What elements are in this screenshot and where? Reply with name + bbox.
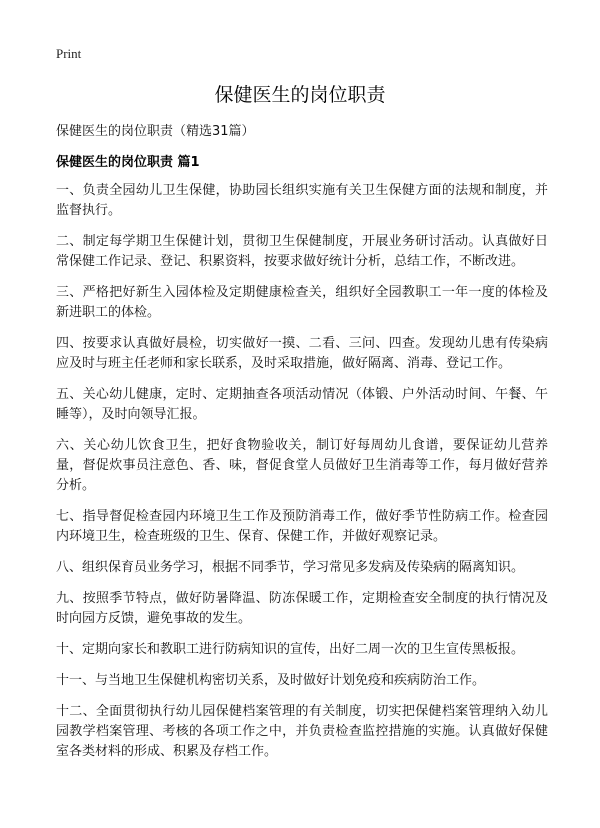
document-body xyxy=(56,181,548,773)
paragraph-9: 九、按照季节特点，做好防暑降温、防冻保暖工作，定期检查安全制度的执行情况及时向园方反馈，避免事故的发生。 xyxy=(56,591,548,626)
paragraph-1: 一、负责全园幼儿卫生保健，协助园长组织实施有关卫生保健方面的法规和制度，并监督执行。 xyxy=(56,183,548,218)
section-heading: 保健医生的岗位职责 篇1 xyxy=(56,155,200,170)
print-link[interactable]: Print xyxy=(56,46,82,61)
paragraph-2: 二、制定每学期卫生保健计划，贯彻卫生保健制度，开展业务研讨活动。认真做好日常保健工作记录、登记、积累资料，按要求做好统计分析，总结工作，不断改进。 xyxy=(56,234,548,269)
paragraph-7: 七、指导督促检查园内环境卫生工作及预防消毒工作，做好季节性防病工作。检查园内环境卫生，检查班级的卫生、保育、保健工作，并做好观察记录。 xyxy=(56,509,548,544)
page-title: 保健医生的岗位职责 xyxy=(214,84,386,106)
paragraph-10: 十、定期向家长和教职工进行防病知识的宣传，出好二周一次的卫生宣传黑板报。 xyxy=(56,642,525,657)
paragraph-11: 十一、与当地卫生保健机构密切关系，及时做好计划免疫和疾病防治工作。 xyxy=(56,673,486,688)
paragraph-5: 五、关心幼儿健康，定时、定期抽查各项活动情况（体锻、户外活动时间、午餐、午睡等），及时向领导汇报。 xyxy=(56,387,548,422)
paragraph-8: 八、组织保育员业务学习，根据不同季节，学习常见多发病及传染病的隔离知识。 xyxy=(56,560,525,575)
paragraph-6: 六、关心幼儿饮食卫生，把好食物验收关，制订好每周幼儿食谱，要保证幼儿营养量，督促炊事员注意色、香、味，督促食堂人员做好卫生消毒等工作，每月做好营养分析。 xyxy=(56,438,548,493)
paragraph-12: 十二、全面贯彻执行幼儿园保健档案管理的有关制度，切实把保健档案管理纳入幼儿园教学档案管理、考核的各项工作之中，并负责检查监控措施的实施。认真做好保健室各类材料的形成、积累及存档工作。 xyxy=(56,704,548,759)
document-subtitle: 保健医生的岗位职责（精选31篇） xyxy=(56,124,255,139)
paragraph-4: 四、按要求认真做好晨检，切实做好一摸、二看、三问、四查。发现幼儿患有传染病应及时与班主任老师和家长联系，及时采取措施，做好隔离、消毒、登记工作。 xyxy=(56,336,548,371)
paragraph-3: 三、严格把好新生入园体检及定期健康检查关，组织好全园教职工一年一度的体检及新进职工的体检。 xyxy=(56,285,548,320)
